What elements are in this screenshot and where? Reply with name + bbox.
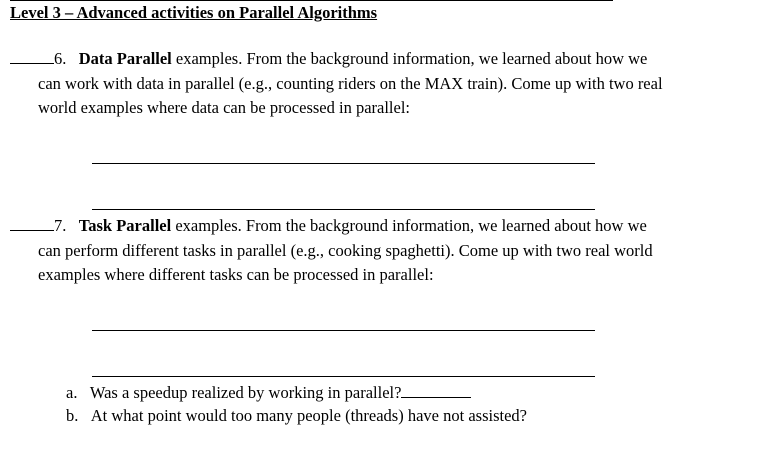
question-7-number: 7. [54, 216, 67, 235]
sub-question-a-marker: a. [66, 383, 78, 402]
top-divider [10, 0, 613, 1]
question-6-answer-line-1[interactable] [92, 163, 595, 164]
question-7-answer-line-1[interactable] [92, 330, 595, 331]
question-6-term: Data Parallel [78, 49, 172, 68]
question-6-line-1-text: examples. From the background information, we learned about how we [171, 49, 648, 68]
sub-question-a-text: Was a speedup realized by working in parallel? [89, 383, 402, 402]
question-6-line-3: world examples where data can be processed in parallel: [38, 98, 411, 117]
question-7-line-3: examples where different tasks can be processed in parallel: [38, 265, 434, 284]
sub-question-b-marker: b. [66, 406, 79, 425]
sub-question-a [66, 383, 471, 403]
question-6-line-2: can work with data in parallel (e.g., counting riders on the MAX train). Come up with two real [38, 74, 663, 93]
question-7-line-1-text: examples. From the background information, we learned about how we [171, 216, 647, 235]
question-7-term: Task Parallel [78, 216, 172, 235]
question-7-score-blank[interactable] [10, 216, 54, 231]
question-7-line-1 [10, 216, 647, 236]
question-7-answer-line-2[interactable] [92, 376, 595, 377]
sub-question-b-text: At what point would too many people (threads) have not assisted? [90, 406, 527, 425]
section-heading: Level 3 – Advanced activities on Parallel Algorithms [10, 3, 378, 22]
sub-question-b [66, 406, 527, 426]
question-6-score-blank[interactable] [10, 49, 54, 64]
sub-question-a-answer-blank[interactable] [401, 383, 471, 398]
question-6-answer-line-2[interactable] [92, 209, 595, 210]
question-6-number: 6. [54, 49, 67, 68]
question-6-line-1 [10, 49, 647, 69]
question-7-line-2: can perform different tasks in parallel (e.g., cooking spaghetti). Come up with two real world [38, 241, 653, 260]
